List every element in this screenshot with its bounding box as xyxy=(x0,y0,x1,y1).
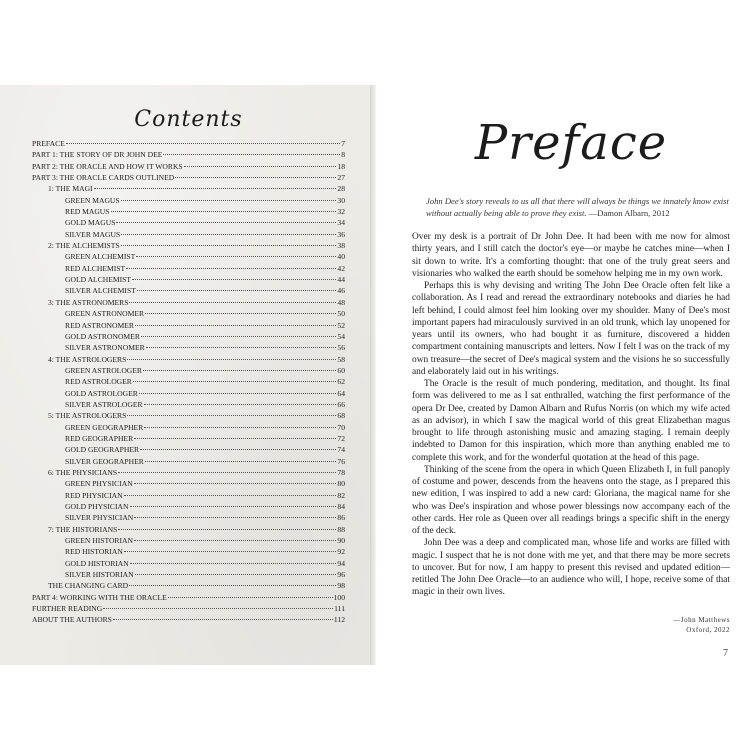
toc-entry[interactable] xyxy=(32,456,345,467)
toc-entry-label: RED PHYSICIAN xyxy=(65,490,123,500)
toc-entry-page: 52 xyxy=(337,320,345,330)
contents-page xyxy=(0,85,370,665)
toc-entry-page: 80 xyxy=(337,479,345,489)
toc-entry[interactable] xyxy=(32,546,345,557)
toc-leader-dots xyxy=(113,618,333,620)
toc-entry-label: 6: THE PHYSICIANS xyxy=(48,467,118,477)
toc-entry-label: GREEN PHYSICIAN xyxy=(65,479,133,489)
toc-entry-page: 18 xyxy=(337,161,345,171)
signature-place: Oxford, 2022 xyxy=(686,625,730,634)
preface-paragraph: Perhaps this is why devising and writing The John Dee Oracle often felt like a collaboration. As I read and reread the extraordinary notebooks and diaries he had left behind, I could almost feel him looking over my shoulder. Many of Dee's most important papers had miraculously survived in an old trunk, which lay unopened for years until its owners, who had bought it as furniture, discovered a hidden compartment containing manuscripts and letters. Now I felt I was on the track of my own treasure—the secret of Dee's magical system and the visions he so successfully and elaborately laid out in his writings. xyxy=(412,281,730,377)
toc-entry[interactable] xyxy=(32,206,345,217)
toc-leader-dots xyxy=(135,324,336,326)
toc-list xyxy=(32,138,345,626)
toc-leader-dots xyxy=(140,448,336,450)
toc-entry-label: RED MAGUS xyxy=(65,207,110,217)
toc-entry[interactable] xyxy=(32,229,345,240)
toc-entry[interactable] xyxy=(32,388,345,399)
toc-entry-page: 78 xyxy=(337,467,345,477)
toc-entry-label: SILVER HISTORIAN xyxy=(65,570,134,580)
toc-entry[interactable] xyxy=(32,195,345,206)
contents-title: Contents xyxy=(134,107,243,132)
toc-leader-dots xyxy=(141,335,337,337)
toc-leader-dots xyxy=(146,346,337,348)
toc-entry-page: 36 xyxy=(337,229,345,239)
toc-leader-dots xyxy=(124,550,337,552)
toc-entry-page: 34 xyxy=(337,218,345,228)
toc-leader-dots xyxy=(136,255,336,257)
toc-leader-dots xyxy=(145,312,336,314)
toc-entry[interactable] xyxy=(32,320,345,331)
toc-leader-dots xyxy=(139,392,337,394)
toc-leader-dots xyxy=(118,528,336,530)
toc-entry-page: 7 xyxy=(341,139,345,148)
toc-entry-label: GOLD ASTRONOMER xyxy=(65,331,140,341)
toc-entry-label: GOLD ASTROLOGER xyxy=(65,388,138,398)
toc-leader-dots xyxy=(124,494,337,496)
toc-entry-label: GOLD HISTORIAN xyxy=(65,558,129,568)
toc-entry-label: GOLD MAGUS xyxy=(65,218,116,228)
toc-entry-page: 56 xyxy=(337,343,345,353)
toc-entry[interactable] xyxy=(32,467,345,478)
toc-leader-dots xyxy=(129,301,336,303)
toc-leader-dots xyxy=(175,176,336,178)
toc-entry-label: PART 2: THE ORACLE AND HOW IT WORKS xyxy=(32,161,183,171)
toc-entry-page: 42 xyxy=(337,263,345,273)
toc-leader-dots xyxy=(121,244,337,246)
preface-title: Preface xyxy=(474,115,668,171)
toc-leader-dots xyxy=(94,187,337,189)
toc-leader-dots xyxy=(118,471,336,473)
toc-entry[interactable] xyxy=(32,603,345,614)
toc-entry[interactable] xyxy=(32,285,345,296)
signature-name: —John Matthews xyxy=(673,615,730,624)
toc-entry-label: FURTHER READING xyxy=(32,604,103,614)
toc-entry-page: 38 xyxy=(337,241,345,251)
toc-entry-label: SILVER MAGUS xyxy=(65,229,121,239)
toc-leader-dots xyxy=(135,573,337,575)
toc-leader-dots xyxy=(144,426,336,428)
toc-entry-label: 4: THE ASTROLOGERS xyxy=(48,354,127,364)
toc-entry[interactable] xyxy=(32,444,345,455)
toc-entry-page: 90 xyxy=(337,536,345,546)
toc-entry-label: GOLD GEOGRAPHER xyxy=(65,445,140,455)
toc-entry-label: SILVER ASTROLOGER xyxy=(65,399,143,409)
preface-page xyxy=(376,85,750,665)
toc-entry[interactable] xyxy=(32,580,345,591)
toc-entry-label: RED HISTORIAN xyxy=(65,547,123,557)
toc-entry[interactable] xyxy=(32,274,345,285)
toc-entry-page: 46 xyxy=(337,286,345,296)
toc-entry-page: 94 xyxy=(337,558,345,568)
signature xyxy=(412,615,730,635)
toc-leader-dots xyxy=(127,414,336,416)
toc-entry[interactable] xyxy=(32,354,345,365)
toc-entry-label: SILVER GEOGRAPHER xyxy=(65,456,144,466)
toc-leader-dots xyxy=(137,289,337,291)
toc-entry-page: 54 xyxy=(337,331,345,341)
toc-entry-page: 8 xyxy=(341,150,345,160)
toc-entry-page: 111 xyxy=(334,604,345,614)
toc-entry-label: PART 3: THE ORACLE CARDS OUTLINED xyxy=(32,173,175,183)
toc-leader-dots xyxy=(132,278,336,280)
toc-entry-label: RED ASTROLOGER xyxy=(65,377,132,387)
toc-entry[interactable] xyxy=(32,376,345,387)
toc-entry[interactable] xyxy=(32,614,345,625)
toc-leader-dots xyxy=(184,165,337,167)
toc-leader-dots xyxy=(66,142,340,144)
toc-entry-page: 28 xyxy=(337,184,345,194)
toc-entry[interactable] xyxy=(32,217,345,228)
toc-entry[interactable] xyxy=(32,433,345,444)
toc-entry[interactable] xyxy=(32,501,345,512)
toc-entry-label: RED ALCHEMIST xyxy=(65,263,126,273)
toc-entry-page: 48 xyxy=(337,297,345,307)
toc-leader-dots xyxy=(133,380,337,382)
toc-leader-dots xyxy=(129,584,336,586)
toc-entry[interactable] xyxy=(32,535,345,546)
toc-entry-page: 64 xyxy=(337,388,345,398)
preface-paragraph: John Dee was a deep and complicated man, whose life and works are filled with magic. I suspect that he is not done with me yet, and that there may be more secrets to uncover. But for now, I am happy to present this revised and updated edition—retitled The John Dee Oracle—to an audience who will, I hope, receive some of that magic in their own lives. xyxy=(412,538,730,598)
toc-entry-page: 76 xyxy=(337,456,345,466)
toc-entry-label: GREEN HISTORIAN xyxy=(65,536,133,546)
toc-entry-label: 2: THE ALCHEMISTS xyxy=(48,241,120,251)
toc-entry[interactable] xyxy=(32,410,345,421)
toc-entry-page: 92 xyxy=(337,547,345,557)
toc-entry-page: 82 xyxy=(337,490,345,500)
toc-entry[interactable] xyxy=(32,138,345,149)
toc-entry[interactable] xyxy=(32,558,345,569)
toc-leader-dots xyxy=(121,233,336,235)
toc-entry-page: 86 xyxy=(337,513,345,523)
toc-leader-dots xyxy=(116,221,336,223)
toc-entry[interactable] xyxy=(32,172,345,183)
toc-leader-dots xyxy=(130,562,337,564)
toc-entry-page: 58 xyxy=(337,354,345,364)
toc-entry-page: 88 xyxy=(337,524,345,534)
epigraph-quote: John Dee's story reveals to us all that there will always be things we innately know exist without actually being able to prove they exist. xyxy=(426,196,729,218)
toc-entry-label: RED GEOGRAPHER xyxy=(65,433,134,443)
toc-entry-page: 84 xyxy=(337,502,345,511)
toc-entry-page: 30 xyxy=(337,195,345,205)
preface-paragraph: The Oracle is the result of much pondering, meditation, and thought. Its final form was delivered to me as I sat enthralled, watching the first performance of the opera Dr Dee, created by Damon Albarn and Rufus Norris (on which my wife acted as an advisor), in which I saw the magical world of this great Elizabethan magus brought to life through astonishing music and amazing staging. I remain deeply indebted to Damon for this inspiration, which more than anything enabled me to complete this work, and for the wonderful quotation at the head of this page. xyxy=(412,379,730,463)
toc-entry[interactable] xyxy=(32,490,345,501)
toc-entry-page: 98 xyxy=(337,581,345,591)
preface-paragraph: Over my desk is a portrait of Dr John Dee. It had been with me now for almost thirty years, and I still catch the doctor's eye—or maybe he catches mine—when I sit down to write. It's a comforting thought: that one of the truly great seers and visionaries who walked the earth should be somehow helping me in my own work. xyxy=(412,232,730,279)
toc-entry[interactable] xyxy=(32,524,345,535)
toc-leader-dots xyxy=(130,505,337,507)
toc-entry[interactable] xyxy=(32,331,345,342)
toc-leader-dots xyxy=(103,607,333,609)
toc-entry-page: 40 xyxy=(337,252,345,262)
toc-entry-label: 7: THE HISTORIANS xyxy=(48,524,118,534)
toc-entry[interactable] xyxy=(32,183,345,194)
toc-entry[interactable] xyxy=(32,569,345,580)
toc-entry-label: GOLD PHYSICIAN xyxy=(65,502,129,511)
toc-entry[interactable] xyxy=(32,308,345,319)
toc-entry-label: 5: THE ASTROLOGERS xyxy=(48,411,127,421)
toc-leader-dots xyxy=(134,482,337,484)
toc-entry-page: 74 xyxy=(337,445,345,455)
toc-leader-dots xyxy=(134,539,336,541)
toc-entry-label: PREFACE xyxy=(32,139,65,148)
toc-entry-page: 100 xyxy=(333,592,345,602)
toc-entry-label: PART 4: WORKING WITH THE ORACLE xyxy=(32,592,167,602)
toc-entry-label: 3: THE ASTRONOMERS xyxy=(48,297,129,307)
toc-entry-label: 1: THE MAGI xyxy=(48,184,93,194)
toc-leader-dots xyxy=(134,437,336,439)
page-number: 7 xyxy=(723,648,728,659)
toc-entry-label: SILVER ALCHEMIST xyxy=(65,286,136,296)
toc-entry-page: 32 xyxy=(337,207,345,217)
toc-entry-page: 44 xyxy=(337,275,345,285)
toc-entry[interactable] xyxy=(32,399,345,410)
toc-entry-page: 96 xyxy=(337,570,345,580)
toc-entry-page: 112 xyxy=(333,615,345,625)
epigraph-attribution: —Damon Albarn, 2012 xyxy=(586,208,670,218)
toc-entry-page: 62 xyxy=(337,377,345,387)
toc-entry-label: GREEN GEOGRAPHER xyxy=(65,422,144,432)
toc-entry-label: RED ASTRONOMER xyxy=(65,320,134,330)
toc-leader-dots xyxy=(144,403,337,405)
toc-entry-page: 72 xyxy=(337,433,345,443)
toc-entry[interactable] xyxy=(32,263,345,274)
toc-leader-dots xyxy=(163,153,340,155)
toc-entry[interactable] xyxy=(32,342,345,353)
toc-entry-page: 66 xyxy=(337,399,345,409)
toc-entry[interactable] xyxy=(32,365,345,376)
toc-leader-dots xyxy=(145,460,337,462)
toc-leader-dots xyxy=(111,210,337,212)
toc-leader-dots xyxy=(126,267,336,269)
toc-leader-dots xyxy=(168,596,333,598)
toc-leader-dots xyxy=(127,358,336,360)
toc-leader-dots xyxy=(121,199,337,201)
toc-entry-label: THE CHANGING CARD xyxy=(48,581,129,591)
toc-entry[interactable] xyxy=(32,251,345,262)
toc-entry-label: GREEN MAGUS xyxy=(65,195,120,205)
toc-entry-label: ABOUT THE AUTHORS xyxy=(32,615,112,625)
toc-entry-label: SILVER ASTRONOMER xyxy=(65,343,145,353)
toc-entry-page: 60 xyxy=(337,365,345,375)
preface-paragraph: Thinking of the scene from the opera in which Queen Elizabeth I, in full panoply of costume and power, descends from the heavens onto the stage, as I prepared this new edition, I was inspired to add a new card: Gloriana, the magical name for she who was Dee's inspiration and whose power blessings now accompany each of the other cards. Her role as Queen over all readings brings a specific shift in the energy of the deck. xyxy=(412,464,730,536)
toc-entry[interactable] xyxy=(32,422,345,433)
toc-entry-page: 50 xyxy=(337,309,345,319)
toc-entry-label: GREEN ALCHEMIST xyxy=(65,252,136,262)
toc-entry-label: GOLD ALCHEMIST xyxy=(65,275,132,285)
toc-entry-page: 68 xyxy=(337,411,345,421)
toc-entry[interactable] xyxy=(32,240,345,251)
epigraph xyxy=(426,195,730,219)
toc-entry-page: 70 xyxy=(337,422,345,432)
toc-entry-page: 27 xyxy=(337,173,345,183)
toc-entry[interactable] xyxy=(32,478,345,489)
toc-leader-dots xyxy=(143,369,336,371)
toc-entry-label: GREEN ASTRONOMER xyxy=(65,309,145,319)
toc-entry-label: GREEN ASTROLOGER xyxy=(65,365,142,375)
toc-entry[interactable] xyxy=(32,149,345,160)
toc-entry[interactable] xyxy=(32,297,345,308)
toc-entry-label: PART 1: THE STORY OF DR JOHN DEE xyxy=(32,150,163,160)
toc-entry[interactable] xyxy=(32,512,345,523)
toc-entry-label: SILVER PHYSICIAN xyxy=(65,513,134,523)
toc-entry[interactable] xyxy=(32,161,345,172)
toc-leader-dots xyxy=(134,516,336,518)
toc-entry[interactable] xyxy=(32,592,345,603)
